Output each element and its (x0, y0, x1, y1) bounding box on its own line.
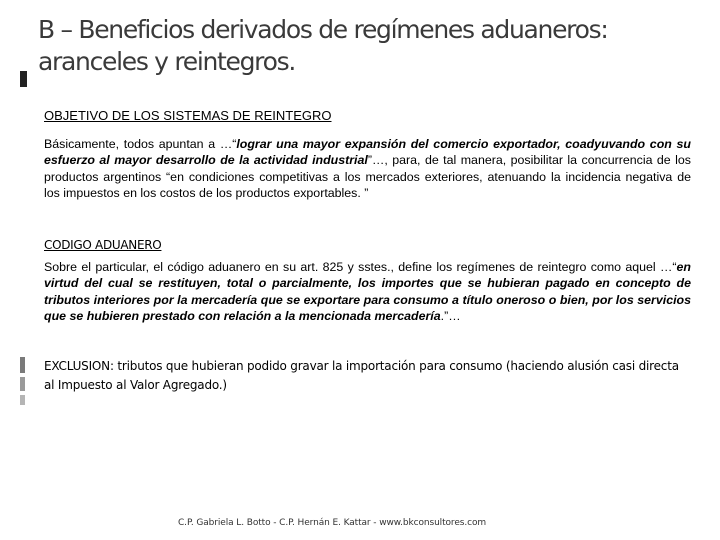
paragraph-objetivo-end: ”…, para, de tal manera, posibilitar la concurrencia de los productos argentinos “en condiciones competitivas a los mercados exteriores, atenuando la incidencia negativa de los impuestos en los costos de los productos exportables. ” (44, 153, 691, 200)
side-decoration-bar-2 (20, 377, 25, 391)
slide-body (44, 108, 691, 395)
side-decoration-bar-3 (20, 395, 25, 405)
title-accent-bar (20, 71, 27, 87)
exclusion-paragraph: EXCLUSION: tributos que hubieran podido gravar la importación para consumo (haciendo alusión casi directa al Impuesto al Valor Agregado.) (44, 359, 679, 393)
paragraph-codigo (44, 259, 691, 324)
paragraph-codigo-quote: en virtud del cual se restituyen, total o parcialmente, los importes que se hubieran pagado en concepto de tributos interiores por la mercadería que se exportare para consumo a título oneroso o bien, por los servicios que se hubieren prestado con relación a la mencionada mercadería (44, 260, 691, 324)
paragraph-objetivo-quote: lograr una mayor expansión del comercio exportador, coadyuvando con su esfuerzo al mayor desarrollo de la actividad industrial (44, 137, 691, 168)
paragraph-objetivo-start: Básicamente, todos apuntan a …“ (44, 137, 237, 151)
section-heading-objetivo: OBJETIVO DE LOS SISTEMAS DE REINTEGRO (44, 108, 332, 123)
paragraph-codigo-end: .”… (440, 309, 461, 324)
slide-title-line-2: aranceles y reintegros. (38, 47, 295, 76)
paragraph-codigo-start: Sobre el particular, el código aduanero en su art. 825 y sstes., define los regímenes de reintegro como aquel …“ (44, 260, 677, 275)
slide-title (38, 14, 698, 78)
side-decoration-bar-1 (20, 357, 25, 373)
paragraph-objetivo (44, 136, 691, 201)
slide-title-line-1: B – Beneficios derivados de regímenes aduaneros: (38, 15, 608, 44)
slide-footer: C.P. Gabriela L. Botto - C.P. Hernán E. Kattar - www.bkconsultores.com (178, 518, 487, 528)
section-heading-codigo: CODIGO ADUANERO (44, 238, 162, 253)
